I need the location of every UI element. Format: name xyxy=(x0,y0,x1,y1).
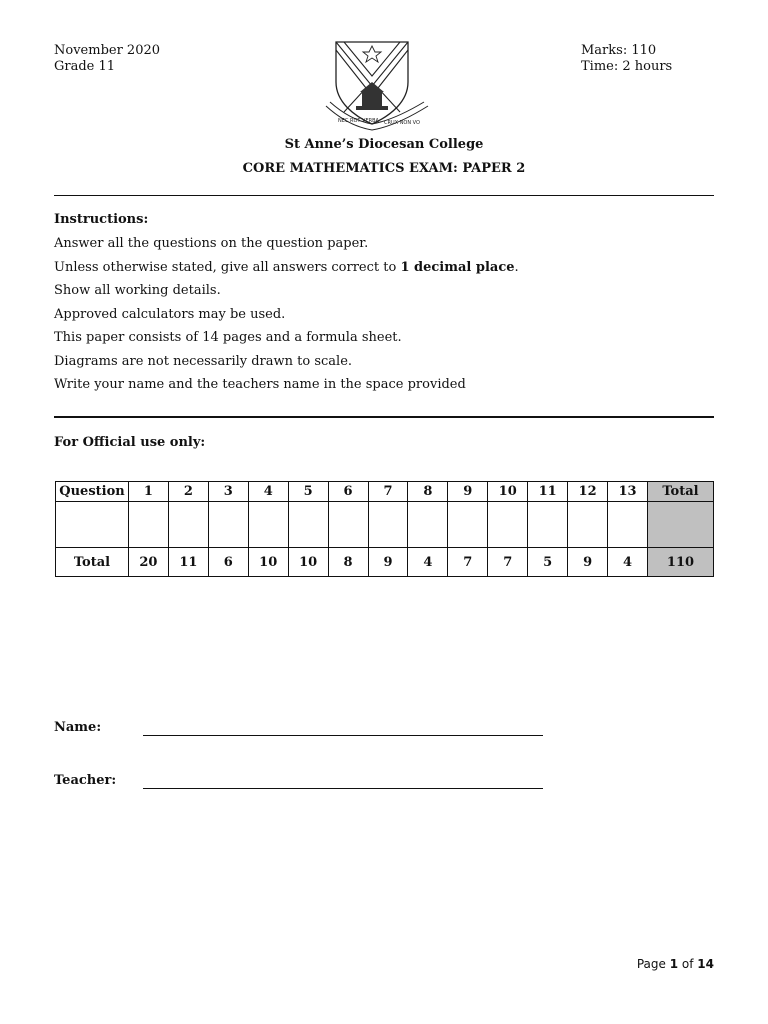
score-cell xyxy=(168,502,208,548)
max-mark: 10 xyxy=(248,548,288,577)
score-cell xyxy=(128,502,168,548)
name-label: Name: xyxy=(54,720,102,735)
max-mark: 4 xyxy=(608,548,648,577)
score-cell xyxy=(568,502,608,548)
question-number: 4 xyxy=(248,482,288,502)
score-cell xyxy=(408,502,448,548)
total-pages: 14 xyxy=(697,957,714,971)
question-number: 7 xyxy=(368,482,408,502)
max-marks-row xyxy=(56,548,714,577)
total-header: Total xyxy=(648,482,714,502)
instruction-item: Unless otherwise stated, give all answers correct to 1 decimal place. xyxy=(54,259,519,275)
marks-label: Marks: 110 xyxy=(581,43,657,58)
question-number: 2 xyxy=(168,482,208,502)
score-cell xyxy=(488,502,528,548)
score-cell xyxy=(368,502,408,548)
total-score-cell xyxy=(648,502,714,548)
score-cell xyxy=(248,502,288,548)
instruction-item: Approved calculators may be used. xyxy=(54,306,286,322)
score-cell xyxy=(528,502,568,548)
current-page: 1 xyxy=(669,957,679,971)
question-number: 3 xyxy=(208,482,248,502)
svg-text:NEC ROT VERBA: NEC ROT VERBA xyxy=(338,118,379,124)
header-left xyxy=(54,43,160,75)
question-number: 11 xyxy=(528,482,568,502)
svg-text:CRUX NON VO: CRUX NON VO xyxy=(384,120,420,126)
max-mark: 7 xyxy=(448,548,488,577)
max-mark: 11 xyxy=(168,548,208,577)
decimal-place-emphasis: 1 decimal place xyxy=(400,259,515,275)
question-number: 1 xyxy=(128,482,168,502)
name-input-line[interactable] xyxy=(143,735,543,736)
time-label: Time: 2 hours xyxy=(581,59,673,74)
header-right xyxy=(581,43,672,75)
question-header: Question xyxy=(56,482,129,502)
school-name: St Anne’s Diocesan College xyxy=(284,137,484,152)
instructions-list xyxy=(54,236,519,401)
divider-middle xyxy=(54,416,714,418)
score-cell xyxy=(608,502,648,548)
score-cell xyxy=(328,502,368,548)
score-cell xyxy=(56,502,129,548)
question-number: 5 xyxy=(288,482,328,502)
question-number: 6 xyxy=(328,482,368,502)
teacher-label: Teacher: xyxy=(54,773,117,788)
grand-total: 110 xyxy=(648,548,714,577)
official-use-heading: For Official use only: xyxy=(54,435,206,450)
score-cell xyxy=(448,502,488,548)
question-number: 9 xyxy=(448,482,488,502)
exam-date: November 2020 xyxy=(54,43,161,58)
question-number: 8 xyxy=(408,482,448,502)
exam-title: CORE MATHEMATICS EXAM: PAPER 2 xyxy=(242,161,526,176)
instruction-item: Answer all the questions on the question paper. xyxy=(54,236,369,251)
max-mark: 4 xyxy=(408,548,448,577)
max-mark: 5 xyxy=(528,548,568,577)
table-header-row xyxy=(56,482,714,502)
instruction-item: Show all working details. xyxy=(54,283,221,298)
max-mark: 9 xyxy=(368,548,408,577)
score-cell xyxy=(208,502,248,548)
marks-table xyxy=(55,481,714,577)
instructions-heading: Instructions: xyxy=(54,212,149,227)
page-footer: Page 1 of 14 xyxy=(636,957,714,971)
max-mark: 8 xyxy=(328,548,368,577)
question-number: 12 xyxy=(568,482,608,502)
teacher-input-line[interactable] xyxy=(143,788,543,789)
instruction-item: This paper consists of 14 pages and a formula sheet. xyxy=(54,330,402,345)
school-crest-logo xyxy=(324,40,430,132)
max-mark: 20 xyxy=(128,548,168,577)
max-mark: 9 xyxy=(568,548,608,577)
score-entry-row xyxy=(56,502,714,548)
max-mark: 7 xyxy=(488,548,528,577)
score-cell xyxy=(288,502,328,548)
max-mark: 10 xyxy=(288,548,328,577)
divider-top xyxy=(54,195,714,196)
instruction-item: Diagrams are not necessarily drawn to scale. xyxy=(54,353,353,369)
max-mark: 6 xyxy=(208,548,248,577)
question-number: 13 xyxy=(608,482,648,502)
instruction-item: Write your name and the teachers name in the space provided xyxy=(54,377,466,392)
total-row-label: Total xyxy=(56,548,129,577)
grade-label: Grade 11 xyxy=(54,59,116,74)
question-number: 10 xyxy=(488,482,528,502)
